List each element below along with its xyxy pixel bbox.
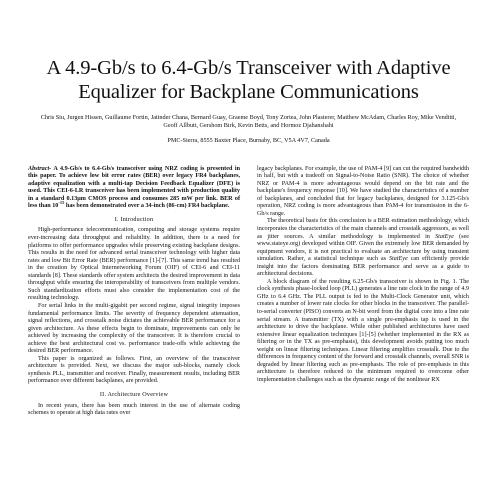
right-paragraph-2-part-c: can efficiently provide insight into the factors dominating BER performance and serve as a guide to architectural decisions. — [257, 256, 469, 278]
title-line-2: Equalizer for Backplane Communications — [78, 81, 419, 103]
two-column-body — [28, 166, 469, 418]
abstract-text-1: A 4.9-Gb/s to 6.4-Gb/s transceiver using NRZ coding is presented in this paper. To achieve low bit error rates (BER) over legacy FR4 backplanes, adaptive equalization with a multi-tap Decision Feedback Equalizer (DFE) is used. This CEI-6-LR transceiver has been implemented with production quality in a standard 0.13μm CMOS process and consumes 285 mW per link. BER of less than 10 — [28, 165, 240, 210]
right-paragraph-1: legacy backplanes. For example, the use of PAM-4 [9] can cut the required bandwidth in half, but with a tradeoff on Signal-to-Noise Ratio (SNR). The choice of whether NRZ or PAM-4 is more advantageous would depend on the bit rate and the backplane's frequency response [10]. We have studied the characteristics of a number of backplanes, and concluded that for legacy backplanes, designed for 3.125-Gb/s operation, NRZ coding is more advantageous than PAM-4 for transmission in the 6-Gb/s range. — [257, 165, 469, 217]
architecture-paragraph-1: In recent years, there has been much interest in the use of alternate coding schemes to operate at high data rates over — [28, 402, 240, 417]
right-paragraph-2-part-a: The theoretical basis for this conclusion is a BER estimation methodology, which incorporates the characteristics of the main channels and crosstalk aggressors, as well as jitter sources. A similar methodology is implemented in — [257, 218, 469, 240]
right-paragraph-2-part-b: (see www.stateye.org) developed within OIF. Given the extremely low BER demanded by equipment vendors, it is not practical to evaluate an architecture by using transient simulation. Rather, a statistical technique such as — [257, 233, 469, 263]
stateye-term-2: StatEye — [388, 256, 408, 263]
intro-paragraph-1: High-performance telecommunication, computing and storage systems require ever-increasing data throughput and reliability. In addition, there is a need for platforms to offer performance upgrades while preserving existing backplane designs. This results in the need for advanced serial transceiver technology with higher data rates and low Bit Error Rate (BER) performance [1]-[7]. This same trend has resulted in the creation by Optical Internetworking Forum (OIF) of CEI-6 and CEI-11 standards [8]. These standards offer system architects the desired improvement in data throughput while ensuring the interoperability of transceivers from multiple vendors. Such standardization efforts must also consider the implementation cost of the resulting technology. — [28, 227, 240, 302]
section-heading-introduction: I. Introduction — [114, 216, 154, 223]
stateye-term-1: StatEye — [435, 233, 454, 240]
abstract-exponent: -15 — [58, 200, 65, 206]
abstract-lead: Abstract- — [28, 165, 52, 172]
intro-paragraph-2: For serial links in the multi-gigabit per second regime, signal integrity imposes fundamental performance limits. The severity of frequency dependent attenuation, signal reflections, and crosstalk noise dictates the achievable BER performance for a given architecture. As these effects begin to dominate, improvements can only be achieved by increasing the complexity of the transceiver. It is therefore crucial to achieve the best architectural cost vs. performance trade-offs while achieving the desired BER performance. — [28, 302, 240, 355]
right-paragraph-2 — [257, 218, 469, 278]
paper-title — [28, 56, 469, 104]
affiliation: PMC-Sierra, 8555 Baxter Place, Burnaby, BC, V5A 4V7, Canada — [167, 137, 330, 145]
abstract — [28, 166, 240, 211]
right-column — [257, 166, 469, 418]
right-paragraph-3: A block diagram of the resulting 6.25-Gb/s transceiver is shown in Fig. 1. The clock synthesis phase-locked loop (PLL) generates a line rate clock in the range of 4.9 GHz to 6.4 GHz. The PLL output is fed to the Multi-Clock Generator unit, which creates a number of lower rate clocks for other blocks in the transceiver. The parallel-to-serial converter (PISO) converts an N-bit word from the digital core into a line rate serial stream. A transmitter (TX) with a single pre-emphasis tap is used in the architecture to drive the backplane. While other published architectures have used extensive linear equalization techniques [1]-[5] (whether implemented in the RX as filtering or in the TX as pre-emphasis), this development avoids putting too much weight on linear filtering techniques. Linear filtering amplifies crosstalk. Due to the differences in frequency content of the forward and crosstalk channels, overall SNR is degraded by linear filtering such as pre-emphasis. The role of pre-emphasis in this architecture is therefore reduced to the minimum required to overcome other implementation challenges such as the dynamic range of the nonlinear RX — [257, 278, 469, 383]
section-heading-architecture: II. Architecture Overview — [99, 391, 169, 398]
intro-paragraph-3: This paper is organized as follows. First, an overview of the transceiver architecture is provided. Next, we discuss the major sub-blocks, namely clock synthesis PLL, transmitter and receiver. Finally, measurement results, including BER performance over different backplanes, are provided. — [28, 355, 240, 385]
abstract-text-2: has been demonstrated over a 34-inch (86-cm) FR4 backplane. — [64, 203, 230, 210]
title-line-1: A 4.9-Gb/s to 6.4-Gb/s Transceiver with Adaptive — [46, 57, 451, 79]
left-column — [28, 166, 240, 418]
author-list: Chris Siu, Jurgen Hissen, Guillaume Fortin, Jatinder Chana, Bernard Guay, Graeme Boyd, Tony Zortea, John Plasterer, Matthew McAdam, Charles Roy, Mike Venditti, Geoff Allbutt, Gershom Birk, Kevin Betts, and Hormoz Djahanshahi — [40, 114, 457, 130]
